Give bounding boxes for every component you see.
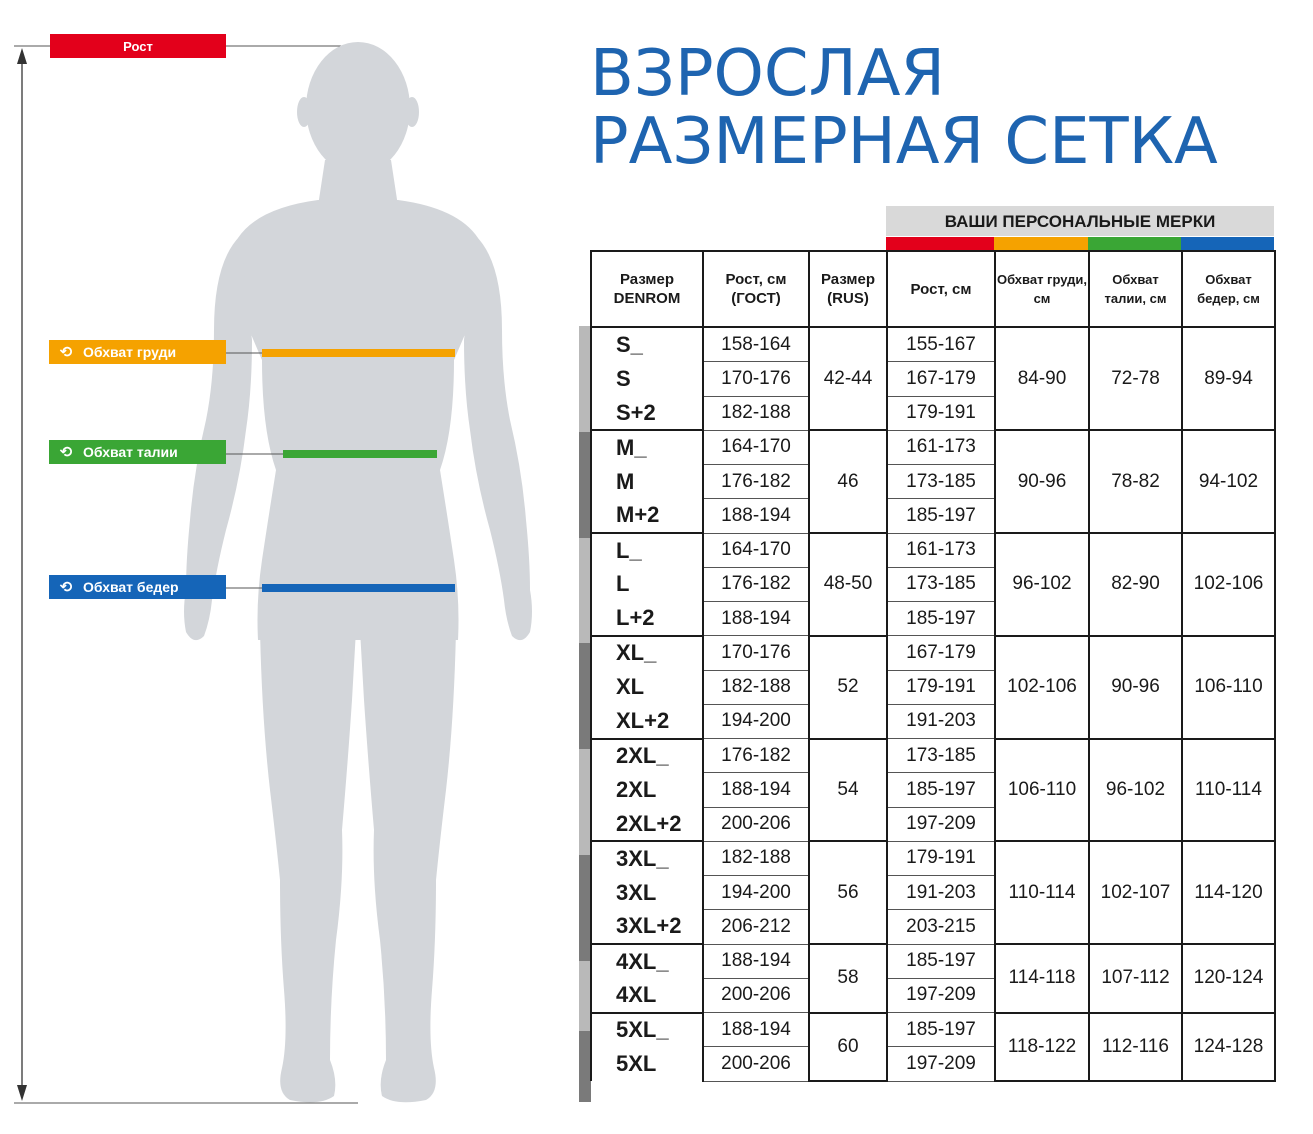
size-denrom-cell: 2XL+2 bbox=[591, 807, 703, 841]
size-rus-cell: 54 bbox=[809, 739, 887, 842]
size-denrom-cell: 3XL_ bbox=[591, 841, 703, 875]
size-rus-cell: 48-50 bbox=[809, 533, 887, 636]
waist-cell: 90-96 bbox=[1089, 636, 1182, 739]
size-denrom-cell: M_ bbox=[591, 430, 703, 464]
chest-cell: 102-106 bbox=[995, 636, 1089, 739]
hips-color-strip bbox=[1181, 237, 1274, 250]
height-cell: 179-191 bbox=[887, 841, 995, 875]
height-cell: 197-209 bbox=[887, 807, 995, 841]
table-row bbox=[591, 739, 1275, 773]
size-rus-cell: 46 bbox=[809, 430, 887, 533]
hips-cell: 94-102 bbox=[1182, 430, 1275, 533]
height-cell: 167-179 bbox=[887, 362, 995, 396]
arrow-down-icon bbox=[17, 1085, 27, 1101]
arrow-up-icon bbox=[17, 48, 27, 64]
hips-cell: 89-94 bbox=[1182, 327, 1275, 430]
chest-cell: 110-114 bbox=[995, 841, 1089, 944]
height-tag-label: Рост bbox=[123, 39, 153, 54]
height-cell: 173-185 bbox=[887, 739, 995, 773]
size-denrom-cell: XL_ bbox=[591, 636, 703, 670]
size-denrom-cell: 3XL+2 bbox=[591, 910, 703, 944]
size-rus-cell: 58 bbox=[809, 944, 887, 1013]
height-gost-cell: 188-194 bbox=[703, 1013, 809, 1047]
silhouette bbox=[184, 42, 532, 1102]
size-denrom-cell: 3XL bbox=[591, 876, 703, 910]
header-height-gost: Рост, см (ГОСТ) bbox=[703, 251, 809, 327]
height-cell: 197-209 bbox=[887, 978, 995, 1012]
height-tag bbox=[50, 34, 226, 58]
header-waist: Обхват талии, см bbox=[1089, 251, 1182, 327]
chest-cell: 90-96 bbox=[995, 430, 1089, 533]
rotate-arrow-icon: ⟲ bbox=[59, 344, 73, 361]
header-size-denrom: Размер DENROM bbox=[591, 251, 703, 327]
height-cell: 191-203 bbox=[887, 876, 995, 910]
chest-cell: 84-90 bbox=[995, 327, 1089, 430]
waist-cell: 112-116 bbox=[1089, 1013, 1182, 1082]
height-cell: 185-197 bbox=[887, 499, 995, 533]
size-denrom-cell: M bbox=[591, 465, 703, 499]
size-denrom-cell: XL+2 bbox=[591, 704, 703, 738]
height-gost-cell: 206-212 bbox=[703, 910, 809, 944]
height-gost-cell: 188-194 bbox=[703, 773, 809, 807]
height-cell: 191-203 bbox=[887, 704, 995, 738]
size-denrom-cell: 4XL bbox=[591, 978, 703, 1012]
height-cell: 185-197 bbox=[887, 1013, 995, 1047]
table-row bbox=[591, 533, 1275, 567]
height-gost-cell: 188-194 bbox=[703, 602, 809, 636]
height-cell: 167-179 bbox=[887, 636, 995, 670]
header-height: Рост, см bbox=[887, 251, 995, 327]
hips-tag-label: Обхват бедер bbox=[83, 579, 179, 595]
body-figure-area bbox=[0, 0, 580, 1134]
size-denrom-cell: 4XL_ bbox=[591, 944, 703, 978]
table-row bbox=[591, 1013, 1275, 1047]
height-gost-cell: 176-182 bbox=[703, 465, 809, 499]
size-denrom-cell: L_ bbox=[591, 533, 703, 567]
size-rus-cell: 60 bbox=[809, 1013, 887, 1082]
header-chest: Обхват груди, см bbox=[995, 251, 1089, 327]
hips-cell: 120-124 bbox=[1182, 944, 1275, 1013]
waist-tag-label: Обхват талии bbox=[83, 444, 178, 460]
size-rus-cell: 42-44 bbox=[809, 327, 887, 430]
size-denrom-cell: 5XL bbox=[591, 1047, 703, 1081]
size-denrom-cell: 5XL_ bbox=[591, 1013, 703, 1047]
height-gost-cell: 164-170 bbox=[703, 430, 809, 464]
size-denrom-cell: 2XL bbox=[591, 773, 703, 807]
waist-cell: 96-102 bbox=[1089, 739, 1182, 842]
height-gost-cell: 200-206 bbox=[703, 978, 809, 1012]
title-line-2: РАЗМЕРНАЯ СЕТКА bbox=[590, 105, 1218, 179]
height-gost-cell: 164-170 bbox=[703, 533, 809, 567]
height-cell: 185-197 bbox=[887, 944, 995, 978]
height-gost-cell: 158-164 bbox=[703, 327, 809, 362]
title-line-1: ВЗРОСЛАЯ bbox=[590, 37, 945, 111]
height-gost-cell: 188-194 bbox=[703, 944, 809, 978]
chest-tag-label: Обхват груди bbox=[83, 344, 177, 360]
table-row bbox=[591, 327, 1275, 362]
height-cell: 179-191 bbox=[887, 670, 995, 704]
height-cell: 185-197 bbox=[887, 773, 995, 807]
chest-tag bbox=[49, 340, 226, 364]
waist-cell: 102-107 bbox=[1089, 841, 1182, 944]
table-row bbox=[591, 841, 1275, 875]
size-denrom-cell: L bbox=[591, 567, 703, 601]
hips-tag bbox=[49, 575, 226, 599]
waist-color-strip bbox=[1088, 237, 1181, 250]
rotate-arrow-icon: ⟲ bbox=[59, 579, 73, 596]
height-color-strip bbox=[886, 237, 994, 250]
table-row bbox=[591, 636, 1275, 670]
height-cell: 173-185 bbox=[887, 465, 995, 499]
table-row bbox=[591, 944, 1275, 978]
waist-cell: 72-78 bbox=[1089, 327, 1182, 430]
table-body bbox=[591, 327, 1275, 1081]
height-cell: 161-173 bbox=[887, 430, 995, 464]
height-gost-cell: 182-188 bbox=[703, 396, 809, 430]
height-gost-cell: 200-206 bbox=[703, 807, 809, 841]
hips-measure-band bbox=[262, 584, 455, 592]
rotate-arrow-icon: ⟲ bbox=[59, 444, 73, 461]
table-row bbox=[591, 430, 1275, 464]
height-gost-cell: 176-182 bbox=[703, 567, 809, 601]
hips-cell: 102-106 bbox=[1182, 533, 1275, 636]
height-cell: 185-197 bbox=[887, 602, 995, 636]
personal-measurements-header: ВАШИ ПЕРСОНАЛЬНЫЕ МЕРКИ bbox=[886, 206, 1274, 236]
height-cell: 155-167 bbox=[887, 327, 995, 362]
hips-cell: 110-114 bbox=[1182, 739, 1275, 842]
waist-cell: 107-112 bbox=[1089, 944, 1182, 1013]
size-denrom-cell: S bbox=[591, 362, 703, 396]
waist-cell: 78-82 bbox=[1089, 430, 1182, 533]
height-gost-cell: 182-188 bbox=[703, 670, 809, 704]
height-cell: 173-185 bbox=[887, 567, 995, 601]
height-gost-cell: 170-176 bbox=[703, 362, 809, 396]
human-silhouette-illustration bbox=[0, 0, 580, 1134]
header-size-rus: Размер (RUS) bbox=[809, 251, 887, 327]
size-denrom-cell: S_ bbox=[591, 327, 703, 362]
hips-cell: 124-128 bbox=[1182, 1013, 1275, 1082]
height-gost-cell: 194-200 bbox=[703, 704, 809, 738]
height-gost-cell: 200-206 bbox=[703, 1047, 809, 1081]
chest-color-strip bbox=[994, 237, 1088, 250]
size-denrom-cell: S+2 bbox=[591, 396, 703, 430]
size-denrom-cell: L+2 bbox=[591, 602, 703, 636]
chest-cell: 96-102 bbox=[995, 533, 1089, 636]
size-rus-cell: 56 bbox=[809, 841, 887, 944]
hips-cell: 114-120 bbox=[1182, 841, 1275, 944]
waist-measure-band bbox=[283, 450, 437, 458]
header-hips: Обхват бедер, см bbox=[1182, 251, 1275, 327]
height-cell: 179-191 bbox=[887, 396, 995, 430]
chest-cell: 114-118 bbox=[995, 944, 1089, 1013]
size-denrom-cell: M+2 bbox=[591, 499, 703, 533]
page-title bbox=[590, 37, 1218, 179]
size-chart-table bbox=[590, 250, 1276, 1082]
size-denrom-cell: 2XL_ bbox=[591, 739, 703, 773]
waist-tag bbox=[49, 440, 226, 464]
table-header-row bbox=[591, 251, 1275, 327]
height-gost-cell: 170-176 bbox=[703, 636, 809, 670]
chest-cell: 106-110 bbox=[995, 739, 1089, 842]
height-gost-cell: 176-182 bbox=[703, 739, 809, 773]
size-denrom-cell: XL bbox=[591, 670, 703, 704]
size-rus-cell: 52 bbox=[809, 636, 887, 739]
waist-cell: 82-90 bbox=[1089, 533, 1182, 636]
hips-cell: 106-110 bbox=[1182, 636, 1275, 739]
height-cell: 203-215 bbox=[887, 910, 995, 944]
chest-cell: 118-122 bbox=[995, 1013, 1089, 1082]
chest-measure-band bbox=[262, 349, 455, 357]
height-gost-cell: 194-200 bbox=[703, 876, 809, 910]
height-gost-cell: 182-188 bbox=[703, 841, 809, 875]
height-cell: 161-173 bbox=[887, 533, 995, 567]
height-gost-cell: 188-194 bbox=[703, 499, 809, 533]
height-cell: 197-209 bbox=[887, 1047, 995, 1081]
